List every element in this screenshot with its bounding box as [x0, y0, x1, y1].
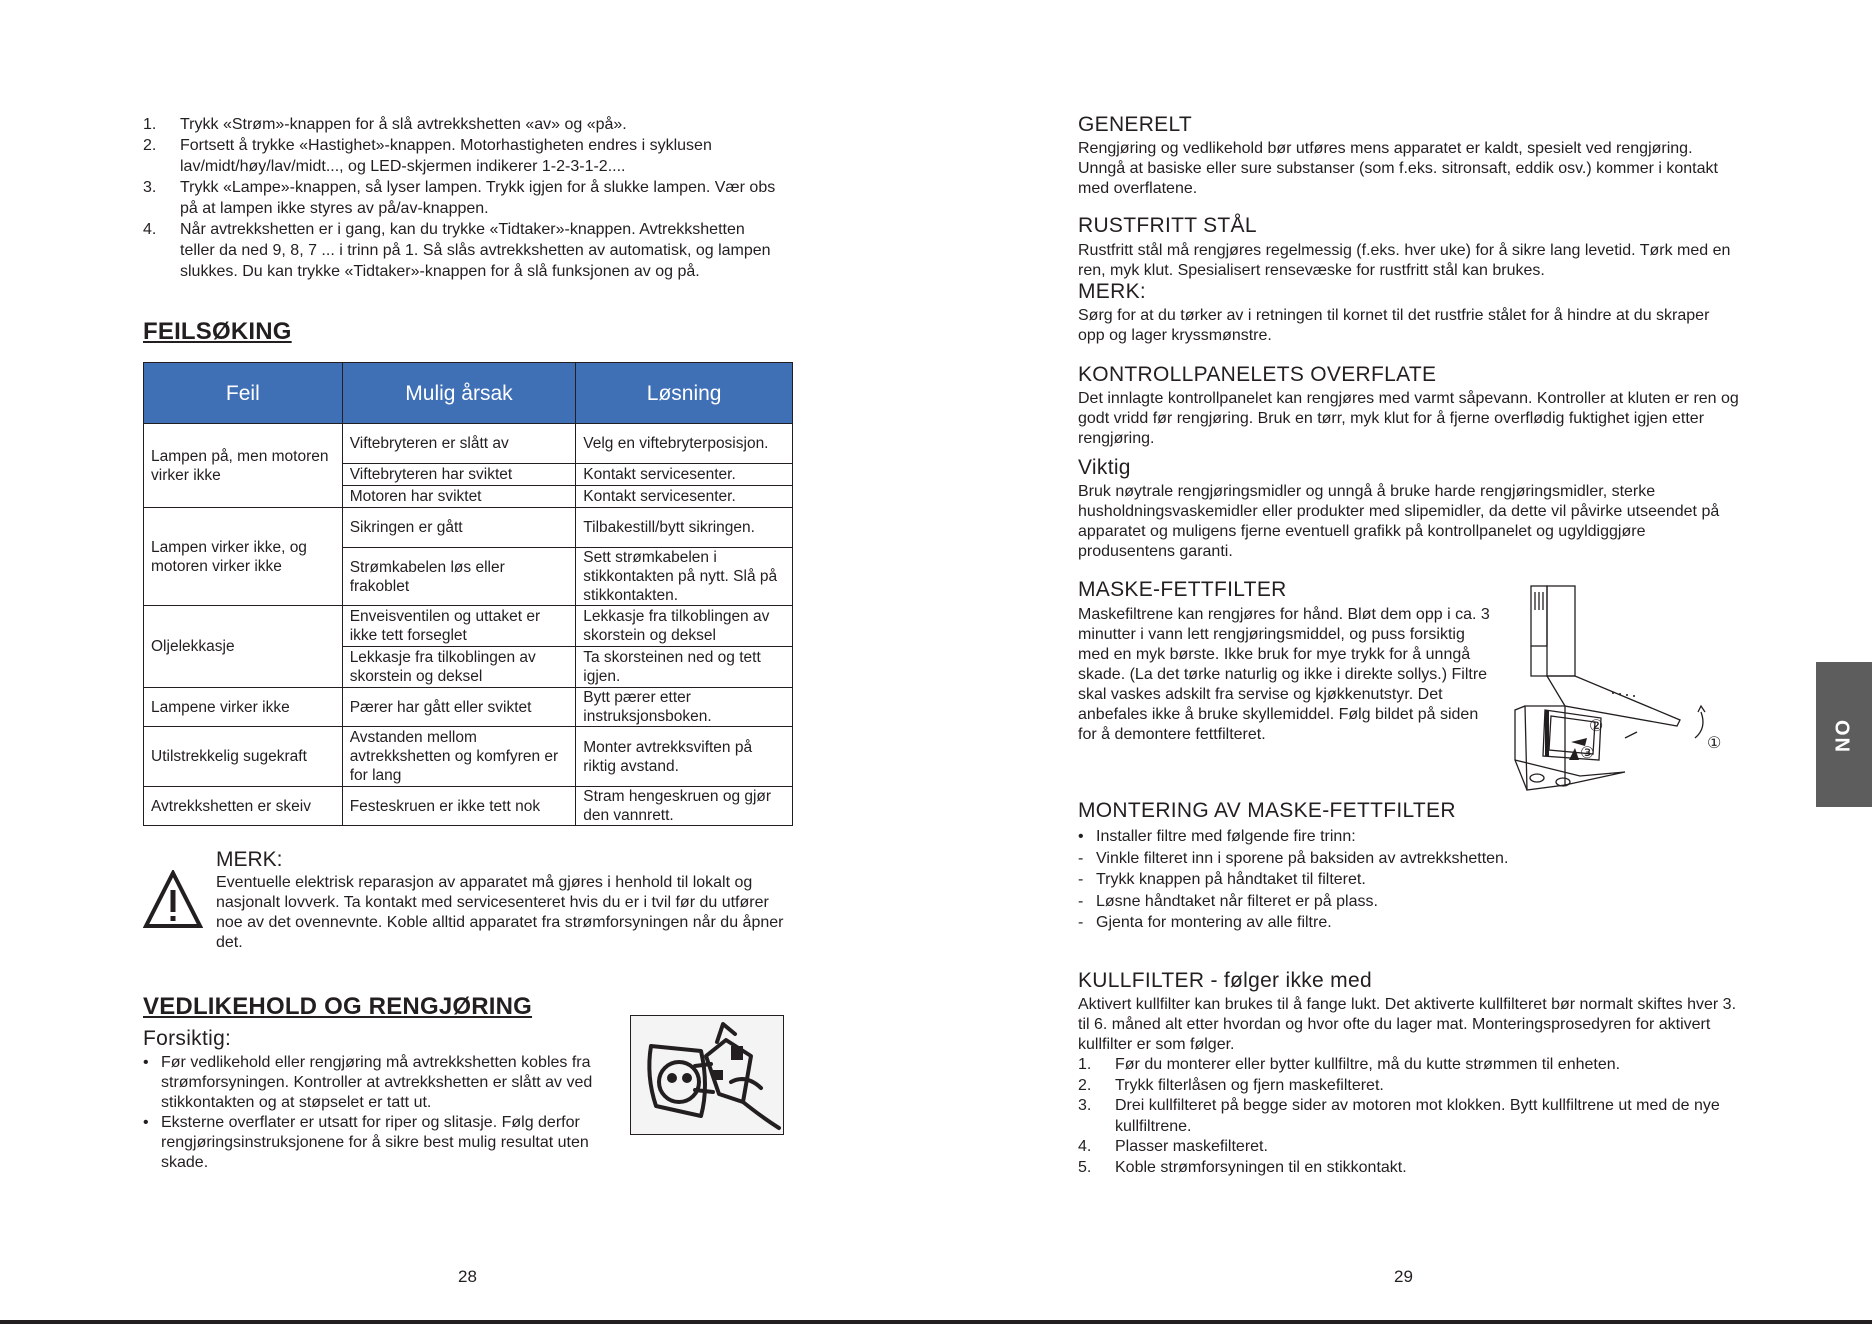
list-item: 2. Fortsett å trykke «Hastighet»-knappen. Motorhastigheten endres i syklusen lav/midt/høy/lav/midt..., og LED-skjermen indikerer 1-2-3-1-2....: [143, 137, 712, 175]
list-item: 4. Når avtrekkshetten er i gang, kan du trykke «Tidtaker»-knappen. Avtrekkshetten teller da ned 9, 8, 7 ... i trinn på 1. Så slås avtrekkshetten av automatisk, og lampen slukkes. Du kan trykke «Tidtaker»-knappen for å slå funksjonen av og på.: [143, 221, 771, 280]
list-item: 1. Trykk «Strøm»-knappen for å slå avtrekkshetten «av» og «på».: [143, 116, 627, 133]
cause-cell: Motoren har sviktet: [342, 486, 576, 508]
solution-cell: Bytt pærer etter instruksjonsboken.: [576, 688, 793, 727]
solution-cell: Monter avtrekksviften på riktig avstand.: [576, 727, 793, 787]
charcoal-steps: [1078, 1055, 1743, 1178]
bottom-rule: [0, 1320, 1872, 1324]
important-title: Viktig: [1078, 456, 1131, 479]
general-title: GENERELT: [1078, 113, 1193, 136]
solution-cell: Stram hengeskruen og gjør den vannrett.: [576, 787, 793, 826]
operation-steps: [143, 114, 783, 282]
solution-cell: Kontakt servicesenter.: [576, 464, 793, 486]
fault-cell: Avtrekkshetten er skeiv: [144, 787, 343, 826]
stainless-note-title: MERK:: [1078, 280, 1147, 303]
solution-cell: Ta skorsteinen ned og tett igjen.: [576, 647, 793, 688]
page-number: 29: [1394, 1267, 1413, 1286]
fault-cell: Lampen virker ikke, og motoren virker ikke: [144, 508, 343, 606]
table-row: [144, 424, 793, 464]
cause-cell: Viftebryteren har sviktet: [342, 464, 576, 486]
column-header-solution: Løsning: [576, 363, 793, 424]
important-text: Bruk nøytrale rengjøringsmidler og unngå å bruke harde rengjøringsmidler, sterke husholdningsvaskemidler eller produkter med slipemidler, da dette vil påvirke utseendet på apparatet og muligens fjerne eventuell grafikk på kontrollpanelet og ugyldiggjøre produsentens garanti.: [1078, 483, 1720, 560]
panel-title: KONTROLLPANELETS OVERFLATE: [1078, 363, 1437, 386]
cause-cell: Sikringen er gått: [342, 508, 576, 548]
list-item: - Vinkle filteret inn i sporene på baksiden av avtrekkshetten.: [1078, 849, 1509, 867]
callout-1: ①: [1707, 733, 1722, 752]
cause-cell: Lekkasje fra tilkoblingen av skorstein og deksel: [342, 647, 576, 688]
cause-cell: Enveisventilen og uttaket er ikke tett forseglet: [342, 606, 576, 647]
table-row: [144, 727, 793, 787]
range-hood-illustration: [1505, 580, 1735, 806]
panel-text: Det innlagte kontrollpanelet kan rengjøres med varmt såpevann. Kontroller at kluten er ren og godt vridd før rengjøring. Bruk en tørr, myk klut for å fjerne overflødig fuktighet igjen etter rengjøring.: [1078, 390, 1739, 447]
callout-3: ③: [1580, 743, 1595, 762]
mesh-filter-title: MASKE-FETTFILTER: [1078, 578, 1287, 601]
list-item: - Løsne håndtaket når filteret er på plass.: [1078, 892, 1378, 910]
troubleshooting-table: [143, 362, 793, 826]
stainless-note-text: Sørg for at du tørker av i retningen til kornet til det rustfrie stålet for å hindre at du skraper opp og lager kryssmønstre.: [1078, 307, 1710, 344]
page-number: 28: [458, 1267, 477, 1286]
note-text: Eventuelle elektrisk reparasjon av apparatet må gjøres i henhold til lokalt og nasjonalt lovverk. Ta kontakt med servicesenteret hvis du er i tvil før du utfører noe av det ovennevnte. Koble alltid apparatet fra strømforsyningen når du åpner det.: [216, 874, 784, 951]
mesh-filter-text: Maskefiltrene kan rengjøres for hånd. Bløt dem opp i ca. 3 minutter i vann lett rengjøringsmiddel, og puss forsiktig med en myk børste. Ikke bruk for mye trykk for å unngå skade. (La det tørke naturlig og ikke i direkte sollys.) Filtre skal vaskes adskilt fra servise og kjøkkenutstyr. Det anbefales ikke å bruke skyllemiddel. Følg bildet på siden for å demontere fettfilteret.: [1078, 606, 1490, 743]
list-item: 4. Plasser maskefilteret.: [1078, 1138, 1268, 1155]
callout-2: ②: [1589, 716, 1604, 735]
cause-cell: Avstanden mellom avtrekkshetten og komfyren er for lang: [342, 727, 576, 787]
list-item: - Gjenta for montering av alle filtre.: [1078, 914, 1332, 931]
list-item: • Eksterne overflater er utsatt for riper og slitasje. Følg derfor rengjøringsinstruksjonene for å sikre best mulig resultat uten skade.: [143, 1114, 589, 1171]
list-item: 2. Trykk filterlåsen og fjern maskefilteret.: [1078, 1076, 1384, 1094]
solution-cell: Sett strømkabelen i stikkontakten på nytt. Slå på stikkontakten.: [576, 548, 793, 606]
fault-cell: Lampene virker ikke: [144, 688, 343, 727]
fault-cell: Utilstrekkelig sugekraft: [144, 727, 343, 787]
caution-subheading: Forsiktig:: [143, 1027, 232, 1050]
right-page: [936, 0, 1872, 1324]
list-item: 3. Trykk «Lampe»-knappen, så lyser lampen. Trykk igjen for å slukke lampen. Vær obs på at lampen ikke styres av på/av-knappen.: [143, 179, 776, 217]
cause-cell: Strømkabelen løs eller frakoblet: [342, 548, 576, 606]
mounting-title: MONTERING AV MASKE-FETTFILTER: [1078, 799, 1456, 822]
column-header-fault: Feil: [144, 363, 343, 424]
list-item: • Før vedlikehold eller rengjøring må avtrekkshetten kobles fra strømforsyningen. Kontroller at avtrekkshetten er slått av ved stikkontakten og at støpselet er tatt ut.: [143, 1054, 593, 1111]
list-item: • Installer filtre med følgende fire trinn:: [1078, 828, 1356, 845]
charcoal-text: Aktivert kullfilter kan brukes til å fange lukt. Det aktiverte kullfilteret bør normalt skiftes hver 3. til 6. måned alt etter hvordan og hvor ofte du lager mat. Monteringsprosedyren for aktivert kullfilter er som følger.: [1078, 996, 1737, 1053]
warning-triangle-icon: [143, 870, 203, 930]
note-title: MERK:: [216, 848, 283, 871]
fault-cell: Oljelekkasje: [144, 606, 343, 688]
list-item: 1. Før du monterer eller bytter kullfiltre, må du kutte strømmen til enheten.: [1078, 1056, 1621, 1073]
troubleshooting-heading: FEILSØKING: [143, 318, 292, 345]
table-header-row: [144, 363, 793, 424]
maintenance-heading: VEDLIKEHOLD OG RENGJØRING: [143, 993, 533, 1020]
mounting-list: [1078, 826, 1578, 934]
table-row: [144, 688, 793, 727]
unplug-illustration: [630, 1015, 784, 1135]
solution-cell: Tilbakestill/bytt sikringen.: [576, 508, 793, 548]
cause-cell: Pærer har gått eller sviktet: [342, 688, 576, 727]
solution-cell: Velg en viftebryterposisjon.: [576, 424, 793, 464]
list-item: 5. Koble strømforsyningen til en stikkontakt.: [1078, 1158, 1407, 1176]
solution-cell: Lekkasje fra tilkoblingen av skorstein og deksel: [576, 606, 793, 647]
column-header-cause: Mulig årsak: [342, 363, 576, 424]
list-item: - Trykk knappen på håndtaket til filteret.: [1078, 871, 1366, 888]
charcoal-title: KULLFILTER - følger ikke med: [1078, 969, 1372, 992]
list-item: 3. Drei kullfilteret på begge sider av motoren mot klokken. Bytt kullfiltrene ut med de nye kullfiltrene.: [1078, 1097, 1720, 1135]
language-tab-label: NO: [1832, 717, 1855, 752]
cause-cell: Viftebryteren er slått av: [342, 424, 576, 464]
stainless-title: RUSTFRITT STÅL: [1078, 214, 1257, 237]
table-row: [144, 787, 793, 826]
general-text: Rengjøring og vedlikehold bør utføres mens apparatet er kaldt, spesielt ved rengjøring. Unngå at basiske eller sure substanser (som f.eks. sitronsaft, eddik osv.) kommer i kontakt med overflatene.: [1078, 140, 1718, 197]
table-row: [144, 606, 793, 647]
solution-cell: Kontakt servicesenter.: [576, 486, 793, 508]
cause-cell: Festeskruen er ikke tett nok: [342, 787, 576, 826]
stainless-text: Rustfritt stål må rengjøres regelmessig (f.eks. hver uke) for å sikre lang levetid. Tørk med en ren, myk klut. Spesialisert rensevæske for rustfritt stål kan brukes.: [1078, 242, 1731, 279]
language-tab: [1816, 662, 1872, 807]
fault-cell: Lampen på, men motoren virker ikke: [144, 424, 343, 508]
table-row: [144, 508, 793, 548]
caution-list: [143, 1053, 608, 1173]
